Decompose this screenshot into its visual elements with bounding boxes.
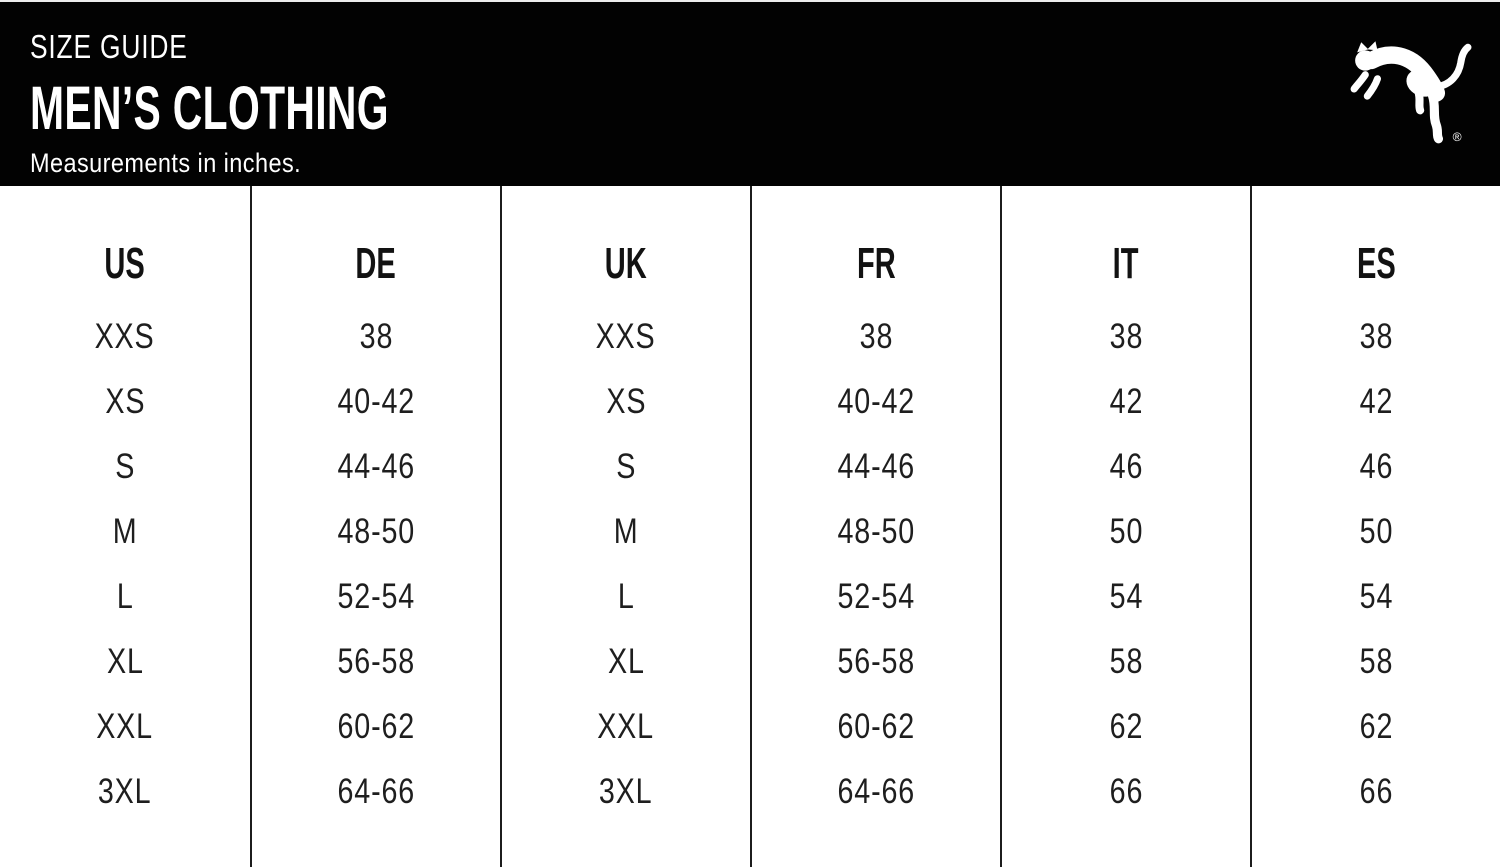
size-cell: 46 xyxy=(1359,446,1393,486)
size-cell: 38 xyxy=(1359,316,1393,356)
size-cell: 3XL xyxy=(98,771,152,811)
size-cell: L xyxy=(617,576,635,616)
size-cell: 60-62 xyxy=(337,706,415,746)
size-cell: 44-46 xyxy=(337,446,415,486)
size-cell: 38 xyxy=(1109,316,1143,356)
size-cell: 52-54 xyxy=(837,576,915,616)
puma-logo-icon xyxy=(1347,38,1474,144)
size-cell: XS xyxy=(606,381,646,421)
column-header-fr: FR xyxy=(856,239,896,288)
size-cell: S xyxy=(115,446,135,486)
size-cell: 40-42 xyxy=(837,381,915,421)
size-cell: XXS xyxy=(95,316,155,356)
size-cell: 64-66 xyxy=(337,771,415,811)
size-cell: 56-58 xyxy=(337,641,415,681)
size-cell: 54 xyxy=(1359,576,1393,616)
size-cell: 58 xyxy=(1359,641,1393,681)
size-cell: 56-58 xyxy=(837,641,915,681)
size-column-us xyxy=(0,186,250,867)
column-header-us: US xyxy=(104,239,146,288)
size-cell: 54 xyxy=(1109,576,1143,616)
size-cell: XL xyxy=(106,641,144,681)
size-cell: 46 xyxy=(1109,446,1143,486)
size-cell: 48-50 xyxy=(837,511,915,551)
column-header-uk: UK xyxy=(605,239,647,288)
size-cell: 48-50 xyxy=(337,511,415,551)
size-cell: XS xyxy=(105,381,145,421)
size-cell: XXL xyxy=(96,706,154,746)
size-column-es xyxy=(1250,186,1500,867)
size-cell: XL xyxy=(607,641,645,681)
size-cell: 40-42 xyxy=(337,381,415,421)
size-cell: M xyxy=(112,511,138,551)
header-banner xyxy=(0,0,1500,186)
subtitle-text: Measurements in inches. xyxy=(30,148,302,178)
size-cell: 38 xyxy=(359,316,393,356)
size-column-it xyxy=(1000,186,1250,867)
eyebrow-text: SIZE GUIDE xyxy=(30,28,188,65)
column-header-de: DE xyxy=(355,239,397,288)
column-header-it: IT xyxy=(1113,239,1139,288)
size-cell: S xyxy=(616,446,636,486)
size-table xyxy=(0,186,1500,867)
size-cell: 44-46 xyxy=(837,446,915,486)
size-cell: 42 xyxy=(1109,381,1143,421)
header-text-block xyxy=(30,28,566,179)
page-title: MEN’S CLOTHING xyxy=(30,74,389,142)
size-cell: 3XL xyxy=(599,771,653,811)
size-cell: 66 xyxy=(1359,771,1393,811)
size-cell: 58 xyxy=(1109,641,1143,681)
size-cell: 60-62 xyxy=(837,706,915,746)
size-cell: 38 xyxy=(859,316,893,356)
size-column-uk xyxy=(500,186,750,867)
column-header-es: ES xyxy=(1356,239,1396,288)
size-cell: 64-66 xyxy=(837,771,915,811)
size-cell: XXL xyxy=(597,706,655,746)
size-cell: 62 xyxy=(1109,706,1143,746)
size-cell: 50 xyxy=(1359,511,1393,551)
size-column-fr xyxy=(750,186,1000,867)
size-cell: 62 xyxy=(1359,706,1393,746)
size-cell: 42 xyxy=(1359,381,1393,421)
size-cell: M xyxy=(613,511,639,551)
size-cell: 66 xyxy=(1109,771,1143,811)
registered-trademark-icon: ® xyxy=(1452,129,1462,144)
size-column-de xyxy=(250,186,500,867)
size-cell: L xyxy=(116,576,134,616)
size-cell: XXS xyxy=(596,316,656,356)
size-cell: 52-54 xyxy=(337,576,415,616)
size-cell: 50 xyxy=(1109,511,1143,551)
